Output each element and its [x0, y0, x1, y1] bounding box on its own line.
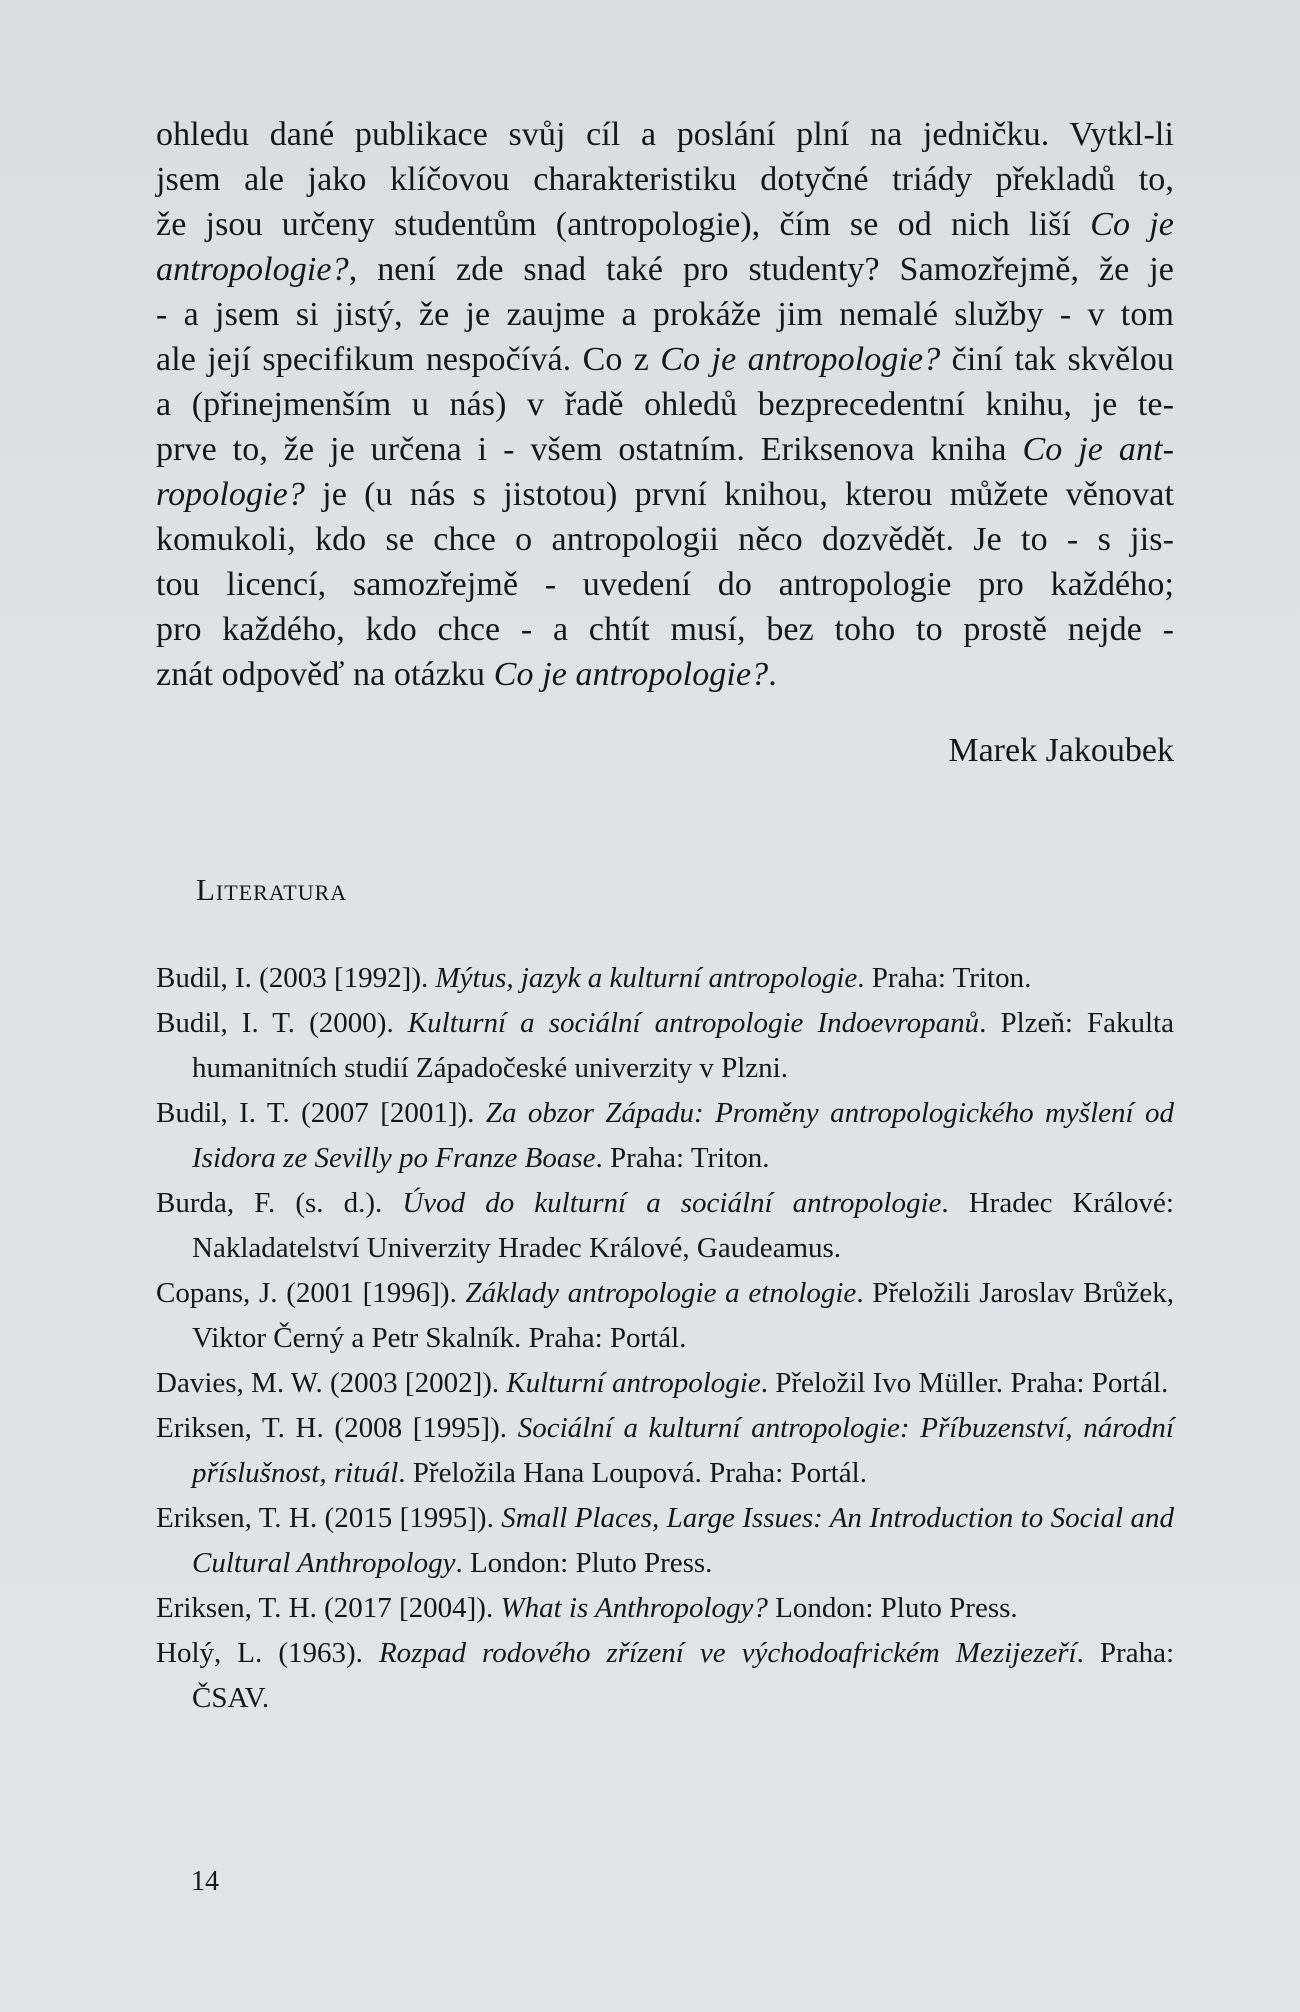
- body-paragraph: [156, 112, 1174, 697]
- bibliography-entry: Eriksen, T. H. (2015 [1995]). Small Places, Large Issues: An Introduction to Social and Cultural Anthropology. London: Pluto Press.: [156, 1502, 1174, 1579]
- book-title-italic: antropologie?: [156, 251, 349, 288]
- book-title-italic: Co je antropologie?: [660, 341, 941, 378]
- body-line: prve to, že je určena i - všem ostatním. Eriksenova kniha Co je ant-: [156, 431, 1175, 468]
- book-title-italic: Co je: [1090, 206, 1175, 243]
- bibliography-entry: Burda, F. (s. d.). Úvod do kulturní a sociální antropologie. Hradec Králové: Nakladatelství Univerzity Hradec Králové, Gaudeamus.: [156, 1187, 1174, 1264]
- author-signature: Marek Jakoubek: [948, 732, 1174, 769]
- book-title-italic: ropologie?: [156, 476, 305, 513]
- body-line: pro každého, kdo chce - a chtít musí, bez toho to prostě nejde -: [156, 611, 1174, 648]
- bibliography-entry: Budil, I. T. (2007 [2001]). Za obzor Západu: Proměny antropologického myšlení od Isidora ze Sevilly po Franze Boase. Praha: Triton.: [156, 1097, 1174, 1174]
- bibliography-entry: Copans, J. (2001 [1996]). Základy antropologie a etnologie. Přeložili Jaroslav Brůžek, Viktor Černý a Petr Skalník. Praha: Portál.: [156, 1277, 1174, 1354]
- body-line: tou licencí, samozřejmě - uvedení do antropologie pro každého;: [156, 566, 1174, 603]
- body-line: znát odpověď na otázku Co je antropologie?.: [156, 656, 777, 693]
- page-number: 14: [191, 1866, 219, 1897]
- body-line: komukoli, kdo se chce o antropologii něco dozvědět. Je to - s jis-: [156, 521, 1174, 558]
- bibliography-entry: Budil, I. T. (2000). Kulturní a sociální antropologie Indoevropanů. Plzeň: Fakulta humanitních studií Západočeské univerzity v Plzni.: [156, 1007, 1174, 1084]
- body-line: a (přinejmenším u nás) v řadě ohledů bezprecedentní knihu, je te-: [156, 386, 1174, 423]
- bibliography-entry: Eriksen, T. H. (2017 [2004]). What is Anthropology? London: Pluto Press.: [156, 1592, 1018, 1624]
- book-title-italic: Co je ant-: [1022, 431, 1175, 468]
- body-line: antropologie?, není zde snad také pro studenty? Samozřejmě, že je: [156, 251, 1174, 288]
- bibliography-entry: Holý, L. (1963). Rozpad rodového zřízení ve východoafrickém Mezijezeří. Praha: ČSAV.: [156, 1637, 1174, 1714]
- body-line: ohledu dané publikace svůj cíl a poslání plní na jedničku. Vytkl-li: [156, 116, 1174, 153]
- body-line: ropologie? je (u nás s jistotou) první knihou, kterou můžete věnovat: [156, 476, 1174, 513]
- bibliography-entry: Budil, I. (2003 [1992]). Mýtus, jazyk a kulturní antropologie. Praha: Triton.: [156, 962, 1032, 994]
- bibliography-list: [156, 956, 1174, 1721]
- body-line: jsem ale jako klíčovou charakteristiku dotyčné triády překladů to,: [156, 161, 1174, 198]
- book-title-italic: Co je antropologie?: [493, 656, 769, 693]
- body-line: - a jsem si jistý, že je zaujme a prokáže jim nemalé služby - v tom: [156, 296, 1174, 333]
- body-line: ale její specifikum nespočívá. Co z Co je antropologie? činí tak skvělou: [156, 341, 1175, 378]
- bibliography-entry: Eriksen, T. H. (2008 [1995]). Sociální a kulturní antropologie: Příbuzenství, národní příslušnost, rituál. Přeložila Hana Loupová. Praha: Portál.: [156, 1412, 1174, 1489]
- section-heading: Literatura: [196, 872, 348, 907]
- body-line: že jsou určeny studentům (antropologie), čím se od nich liší Co je: [156, 206, 1175, 243]
- bibliography-entry: Davies, M. W. (2003 [2002]). Kulturní antropologie. Přeložil Ivo Müller. Praha: Portál.: [156, 1367, 1169, 1399]
